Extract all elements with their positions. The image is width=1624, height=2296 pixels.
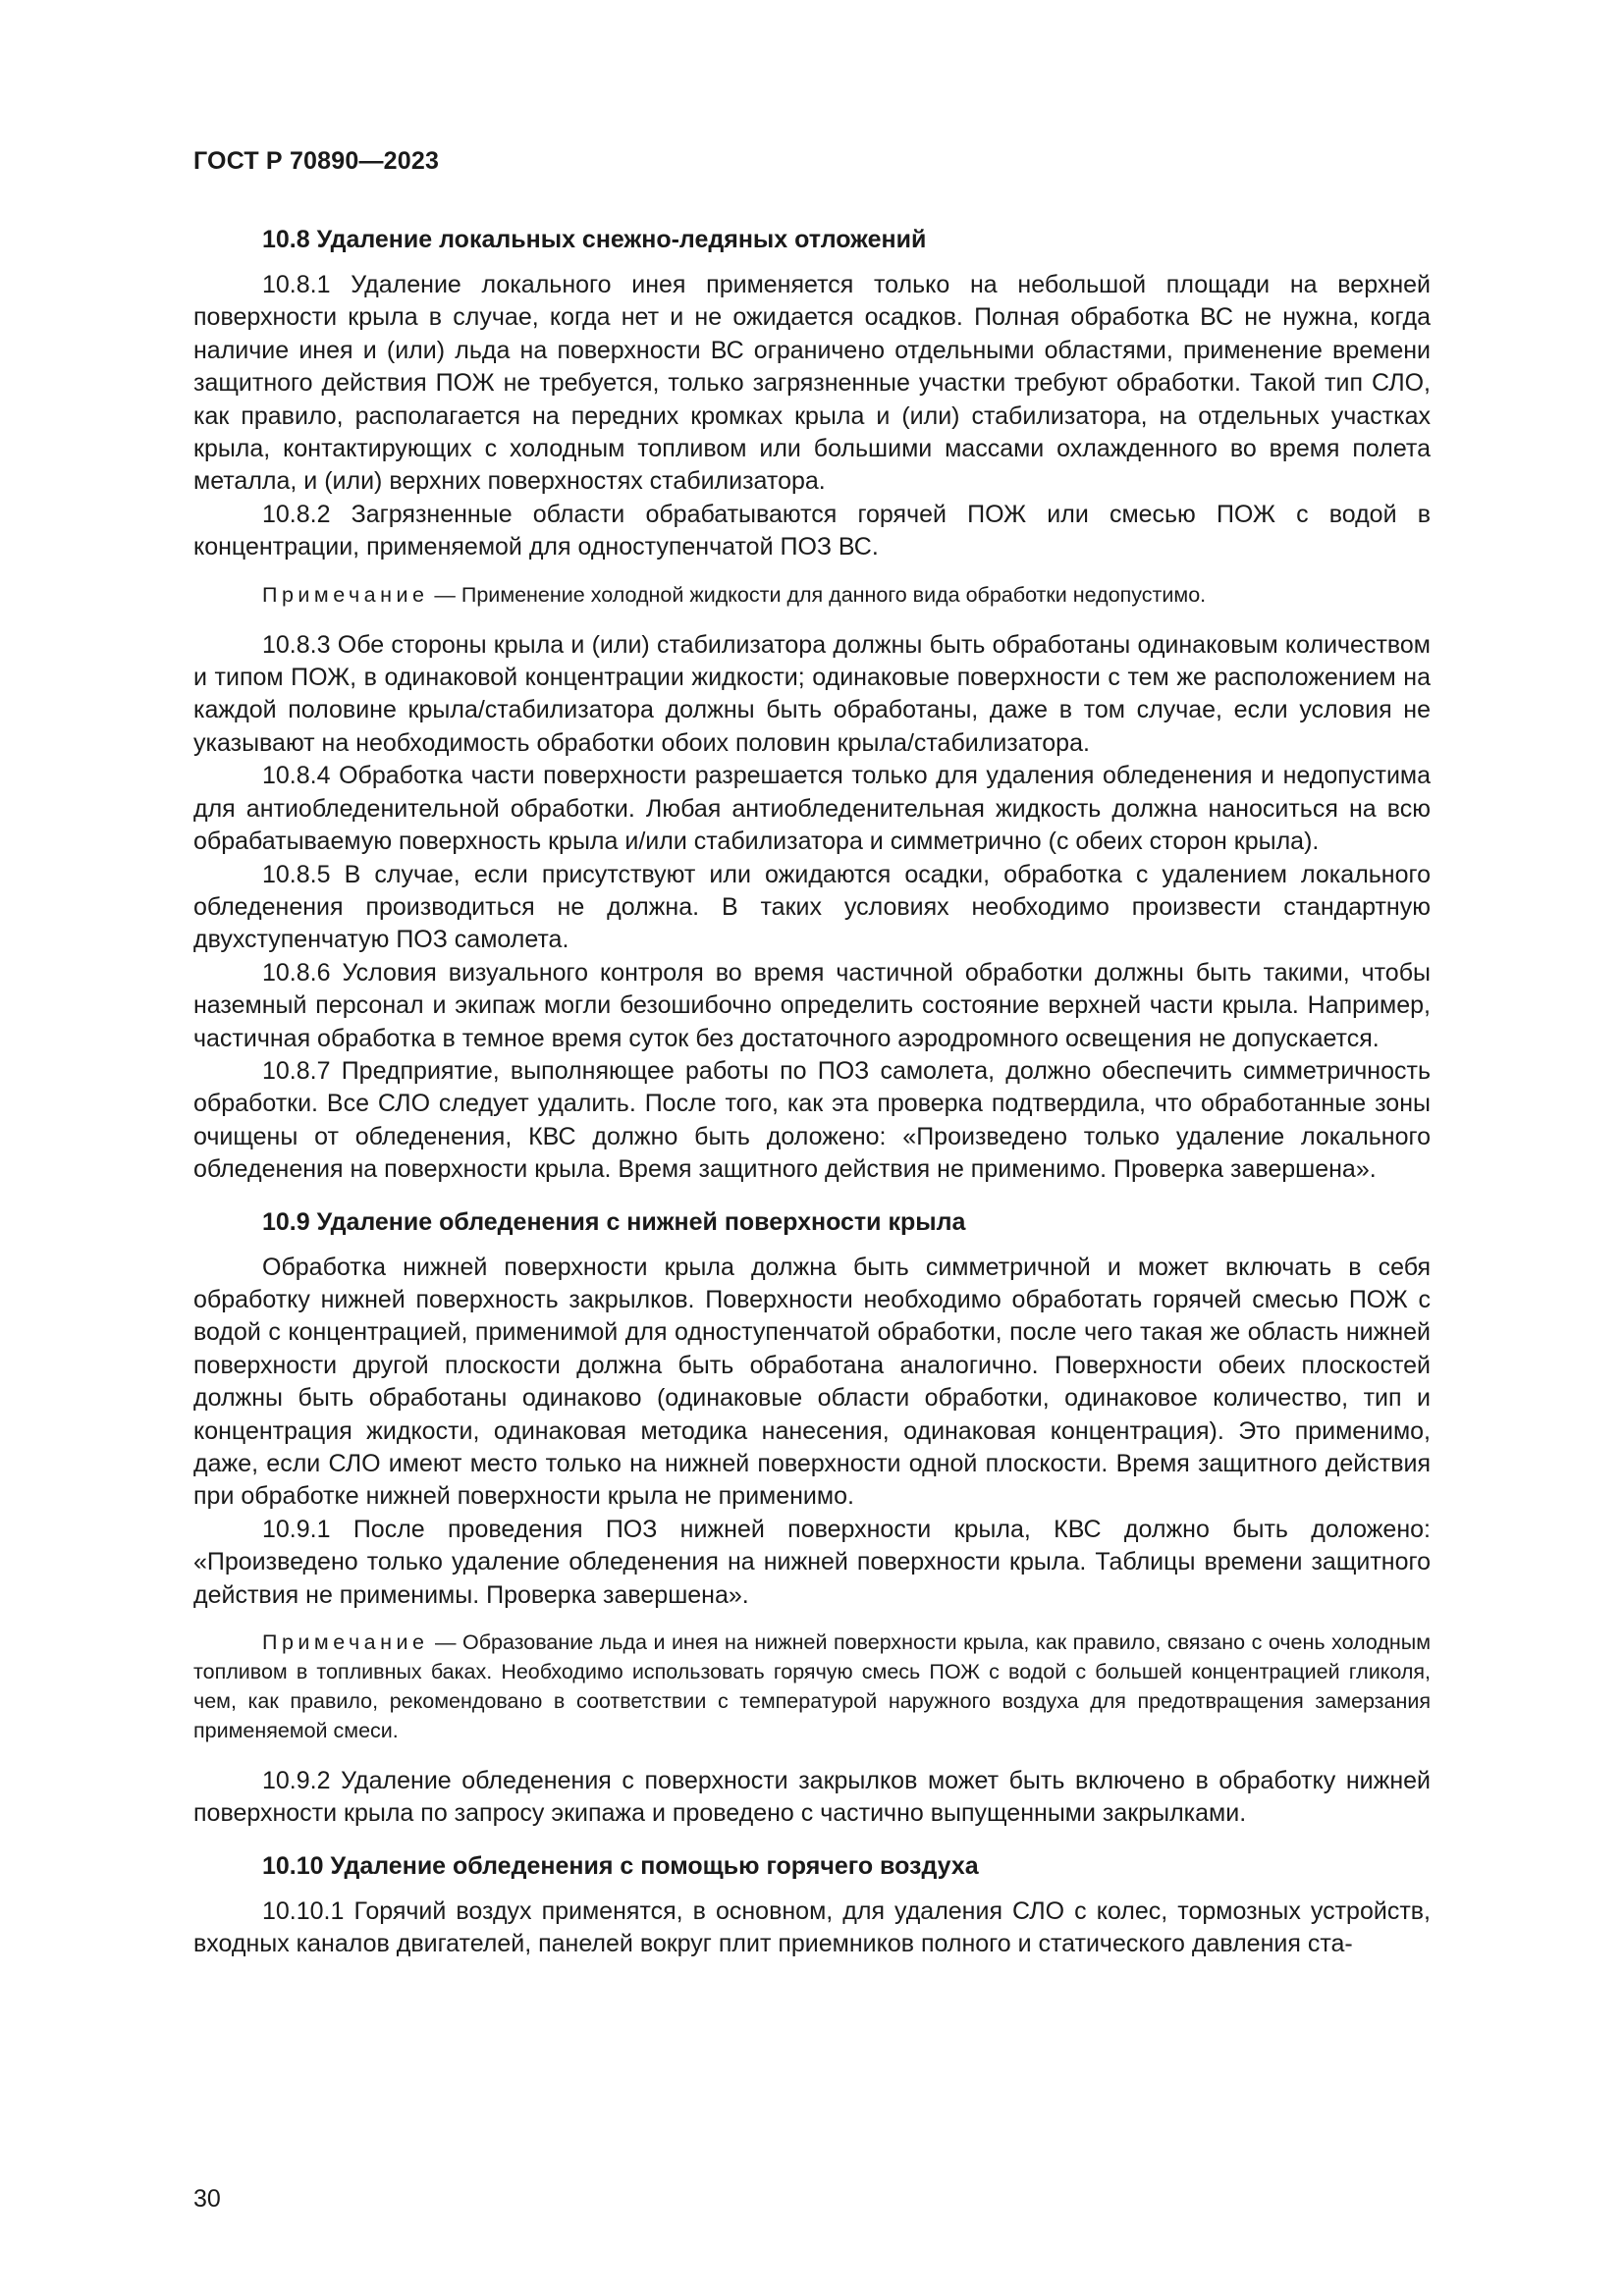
- paragraph-10-8-2: 10.8.2 Загрязненные области обрабатываются горячей ПОЖ или смесью ПОЖ с водой в концентрации, применяемой для одноступенчатой ПОЗ ВС.: [193, 500, 1431, 561]
- paragraph-10-8-5: 10.8.5 В случае, если присутствуют или ожидаются осадки, обработка с удалением локального обледенения производиться не должна. В таких условиях необходимо произвести стандартную двухступенчатую ПОЗ самолета.: [193, 860, 1431, 954]
- note-10-8: [193, 580, 1431, 610]
- section-title-10-10: 10.10 Удаление обледенения с помощью горячего воздуха: [262, 1851, 979, 1880]
- section-spacer: [193, 1187, 1431, 1206]
- paragraph-10-9-intro: Обработка нижней поверхности крыла должна быть симметричной и может включать в себя обработку нижней поверхность закрылков. Поверхности необходимо обработать горячей смесью ПОЖ с водой с концентрацией, применимой для одноступенчатой обработки, после чего такая же область нижней поверхности другой плоскости должна быть обработана аналогично. Поверхности обеих плоскостей должны быть обработаны одинаково (одинаковые области обработки, одинаковое количество, тип и концентрация жидкости, одинаковая методика нанесения, одинаковая концентрация). Это применимо, даже, если СЛО имеют место только на нижней поверхности одной плоскости. Время защитного действия при обработке нижней поверхности крыла не применимо.: [193, 1253, 1431, 1511]
- page-number: 30: [193, 2185, 221, 2213]
- note-10-9: [193, 1628, 1431, 1745]
- note-text: — Образование льда и инея на нижней поверхности крыла, как правило, связано с очень холодным топливом в топливных баках. Необходимо использовать горячую смесь ПОЖ с водой с большей концентрацией гликоля, чем, как правило, рекомендовано в соответствии с температурой наружного воздуха для предотвращения замерзания применяемой смеси.: [193, 1630, 1431, 1743]
- paragraph-10-8-3: 10.8.3 Обе стороны крыла и (или) стабилизатора должны быть обработаны одинаковым количеством и типом ПОЖ, в одинаковой концентрации жидкости; одинаковые поверхности с тем же расположением на каждой половине крыла/стабилизатора должны быть обработаны, даже в том случае, если условия не указывают на необходимость обработки обоих половин крыла/стабилизатора.: [193, 630, 1431, 757]
- note-label: Примечание: [262, 1630, 429, 1655]
- section-title-10-9: 10.9 Удаление обледенения с нижней поверхности крыла: [262, 1207, 966, 1236]
- document-body: [193, 224, 1431, 1961]
- paragraph-10-8-7: 10.8.7 Предприятие, выполняющее работы по ПОЗ самолета, должно обеспечить симметричность обработки. Все СЛО следует удалить. После того, как эта проверка подтвердила, что обработанные зоны очищены от обледенения, КВС должно быть доложено: «Произведено только удаление локального обледенения на поверхности крыла. Время защитного действия не применимо. Проверка завершена».: [193, 1056, 1431, 1184]
- paragraph-10-8-6: 10.8.6 Условия визуального контроля во время частичной обработки должны быть такими, чтобы наземный персонал и экипаж могли безошибочно определить состояние верхней части крыла. Например, частичная обработка в темное время суток без достаточного аэродромного освещения не допускается.: [193, 958, 1431, 1052]
- section-title-10-8: 10.8 Удаление локальных снежно-ледяных отложений: [262, 226, 927, 253]
- document-code-header: ГОСТ Р 70890—2023: [193, 147, 440, 175]
- note-text: — Применение холодной жидкости для данного вида обработки недопустимо.: [428, 582, 1207, 607]
- section-spacer: [193, 1831, 1431, 1850]
- paragraph-10-9-2: 10.9.2 Удаление обледенения с поверхности закрылков может быть включено в обработку нижней поверхности крыла по запросу экипажа и проведено с частично выпущенными закрылками.: [193, 1767, 1431, 1828]
- paragraph-10-8-4: 10.8.4 Обработка части поверхности разрешается только для удаления обледенения и недопустима для антиобледенительной обработки. Любая антиобледенительная жидкость должна наноситься на всю обрабатываемую поверхность крыла и/или стабилизатора и симметрично (с обеих сторон крыла).: [193, 762, 1431, 856]
- note-label: Примечание: [262, 582, 429, 607]
- paragraph-10-10-1: 10.10.1 Горячий воздух применятся, в основном, для удаления СЛО с колес, тормозных устройств, входных каналов двигателей, панелей вокруг плит приемников полного и статического давления ста-: [193, 1896, 1431, 1958]
- paragraph-10-8-1: 10.8.1 Удаление локального инея применяется только на небольшой площади на верхней поверхности крыла в случае, когда нет и не ожидается осадков. Полная обработка ВС не нужна, когда наличие инея и (или) льда на поверхности ВС ограничено отдельными областями, применение времени защитного действия ПОЖ не требуется, только загрязненные участки требуют обработки. Такой тип СЛО, как правило, располагается на передних кромках крыла и (или) стабилизатора, на отдельных участках крыла, контактирующих с холодным топливом или большими массами охлажденного во время полета металла, и (или) верхних поверхностях стабилизатора.: [193, 271, 1431, 496]
- paragraph-10-9-1: 10.9.1 После проведения ПОЗ нижней поверхности крыла, КВС должно быть доложено: «Произведено только удаление обледенения на нижней поверхности крыла. Таблицы времени защитного действия не применимы. Проверка завершена».: [193, 1515, 1431, 1609]
